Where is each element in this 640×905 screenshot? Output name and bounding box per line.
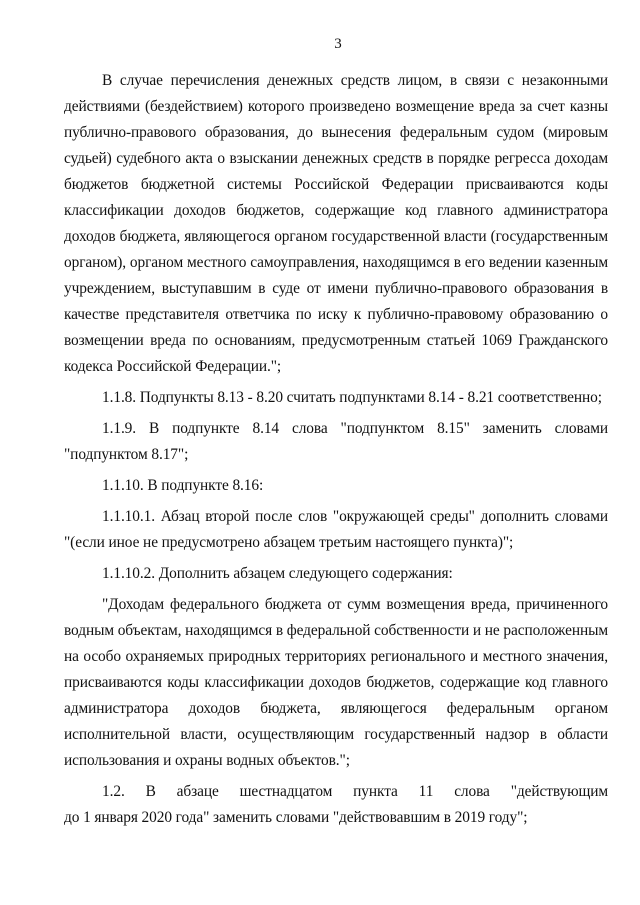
text-line: 1.1.10.1. Абзац второй после слов "окружающей среды" дополнить словами [102,508,608,525]
text-line: исполнительной власти, осуществляющим государственный надзор в области [64,726,608,743]
text-line: "Доходам федерального бюджета от сумм возмещения вреда, причиненного [102,596,608,613]
text-line: "подпунктом 8.17"; [64,446,189,463]
paragraph [64,779,608,831]
text-line: бюджетов бюджетной системы Российской Федерации присваиваются коды [64,176,608,193]
text-line: В случае перечисления денежных средств лицом, в связи с незаконными [102,72,608,89]
paragraph [64,385,608,411]
text-line: возмещении вреда по основаниям, предусмотренным статьей 1069 Гражданского [64,332,608,349]
paragraph [64,504,608,556]
text-line: классификации доходов бюджетов, содержащие код главного администратора [64,202,608,219]
text-line: кодекса Российской Федерации."; [64,358,282,375]
text-line: использования и охраны водных объектов."; [64,752,350,769]
text-line: "(если иное не предусмотрено абзацем третьим настоящего пункта)"; [64,534,514,551]
text-line: 1.1.10. В подпункте 8.16: [102,477,264,494]
text-line: 1.1.10.2. Дополнить абзацем следующего содержания: [102,565,453,582]
text-line: действиями (бездействием) которого произведено возмещение вреда за счет казны [64,98,608,115]
text-line: органом), органом местного самоуправления, находящимся в его ведении казенным [64,254,608,271]
text-line: доходов бюджета, являющегося органом государственной власти (государственным [64,228,608,245]
text-line: администратора доходов бюджета, являющегося федеральным органом [64,700,608,717]
text-line: учреждением, выступавшим в суде от имени публично-правового образования в [64,280,608,297]
text-line: на особо охраняемых природных территориях регионального и местного значения, [64,648,608,665]
text-line: качестве представителя ответчика по иску к публично-правовому образованию о [64,306,608,323]
paragraph [64,416,608,468]
paragraph [64,68,608,380]
page-number: 3 [334,36,342,52]
text-line: судьей) судебного акта о взыскании денежных средств в порядке регресса доходам [64,150,608,167]
text-line: водным объектам, находящимся в федеральной собственности и не расположенным [64,622,608,639]
text-line: присваиваются коды классификации доходов бюджетов, содержащие код главного [64,674,608,691]
text-line: 1.1.8. Подпункты 8.13 - 8.20 считать подпунктами 8.14 - 8.21 соответственно; [102,389,602,406]
paragraph [64,592,608,774]
text-line: 1.2. В абзаце шестнадцатом пункта 11 слова "действующим [102,783,608,800]
paragraph [64,473,608,499]
document-body [64,68,608,831]
paragraph [64,561,608,587]
text-line: до 1 января 2020 года" заменить словами "действовавшим в 2019 году"; [64,809,528,826]
text-line: 1.1.9. В подпункте 8.14 слова "подпунктом 8.15" заменить словами [102,420,608,437]
text-line: публично-правового образования, до вынесения федеральным судом (мировым [64,124,608,141]
